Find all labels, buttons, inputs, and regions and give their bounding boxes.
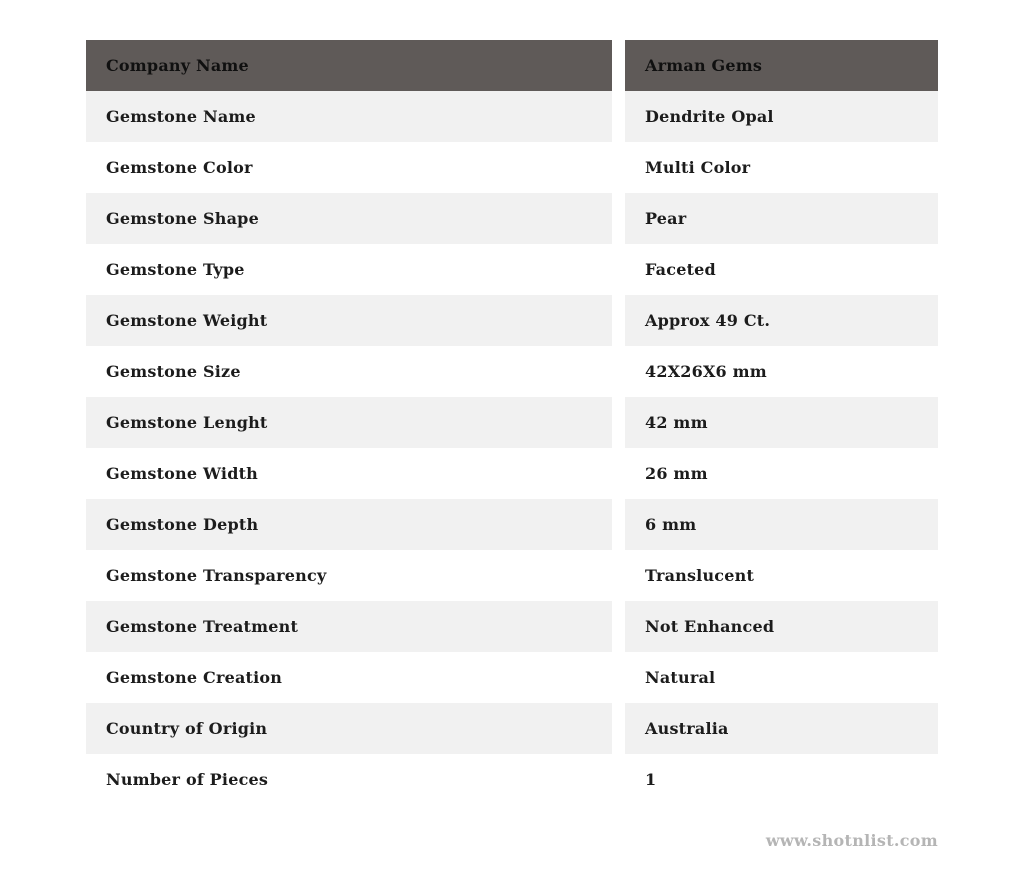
row-label: Gemstone Depth — [86, 499, 612, 550]
row-value: Not Enhanced — [625, 601, 938, 652]
table-row — [86, 448, 938, 499]
header-value-cell: Arman Gems — [625, 40, 938, 91]
row-label: Gemstone Treatment — [86, 601, 612, 652]
row-label: Gemstone Size — [86, 346, 612, 397]
gemstone-spec-table — [86, 40, 938, 805]
row-value: Dendrite Opal — [625, 91, 938, 142]
row-label: Gemstone Width — [86, 448, 612, 499]
row-label: Gemstone Color — [86, 142, 612, 193]
table-row — [86, 295, 938, 346]
row-value: Translucent — [625, 550, 938, 601]
row-value: Approx 49 Ct. — [625, 295, 938, 346]
row-value: 6 mm — [625, 499, 938, 550]
table-row — [86, 652, 938, 703]
row-value: Multi Color — [625, 142, 938, 193]
row-value: Australia — [625, 703, 938, 754]
row-label: Gemstone Transparency — [86, 550, 612, 601]
row-value: Faceted — [625, 244, 938, 295]
table-row — [86, 601, 938, 652]
table-body — [86, 91, 938, 805]
row-label: Gemstone Weight — [86, 295, 612, 346]
row-label: Gemstone Lenght — [86, 397, 612, 448]
row-value: 1 — [625, 754, 938, 805]
row-value: Pear — [625, 193, 938, 244]
table-row — [86, 754, 938, 805]
row-label: Gemstone Type — [86, 244, 612, 295]
row-label: Gemstone Creation — [86, 652, 612, 703]
row-label: Country of Origin — [86, 703, 612, 754]
table-row — [86, 397, 938, 448]
row-label: Gemstone Shape — [86, 193, 612, 244]
table-row — [86, 142, 938, 193]
table-row — [86, 346, 938, 397]
row-value: 42X26X6 mm — [625, 346, 938, 397]
table-header-row — [86, 40, 938, 91]
table-row — [86, 244, 938, 295]
table-row — [86, 703, 938, 754]
row-value: 26 mm — [625, 448, 938, 499]
table-row — [86, 91, 938, 142]
table-row — [86, 193, 938, 244]
row-value: 42 mm — [625, 397, 938, 448]
watermark-link[interactable]: www.shotnlist.com — [765, 831, 938, 850]
table-row — [86, 499, 938, 550]
row-label: Gemstone Name — [86, 91, 612, 142]
row-label: Number of Pieces — [86, 754, 612, 805]
row-value: Natural — [625, 652, 938, 703]
table-row — [86, 550, 938, 601]
header-label-cell: Company Name — [86, 40, 612, 91]
